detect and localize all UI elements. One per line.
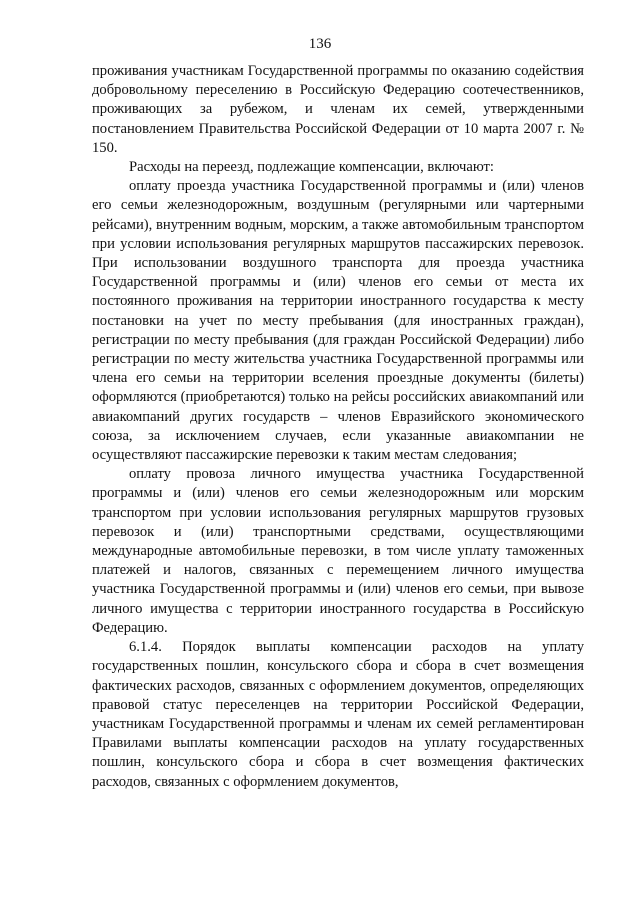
paragraph-expenses-intro: Расходы на переезд, подлежащие компенсации, включают: <box>129 159 494 176</box>
paragraph-travel-payment: оплату проезда участника Государственной программы и (или) членов его семьи железнодорожным, воздушным (регулярными или чартерными рейсами), внутренним водным, морским, а также автомобильным транспортом при условии использования регулярных маршрутов пассажирских перевозок. При использовании воздушного транспорта для проезда участника Государственной программы и (или) членов его семьи от места их постоянного проживания на территории иностранного государства к месту постановки на учет по месту пребывания (для иностранных граждан), регистрации по месту пребывания (для граждан Российской Федерации) либо регистрации по месту жительства участника Государственной программы или члена его семьи на территории вселения проездные документы (билеты) оформляются (приобретаются) только на рейсы российских авиакомпаний или авиакомпаний других государств – членов Евразийского экономического союза, за исключением случаев, если указанные авиакомпании не осуществляют пассажирские перевозки к таким местам следования; <box>92 178 584 464</box>
paragraph-section-6-1-4: 6.1.4. Порядок выплаты компенсации расходов на уплату государственных пошлин, консульского сбора и сбора в счет возмещения фактических расходов, связанных с оформлением документов, определяющих правовой статус переселенцев на территории Российской Федерации, участникам Государственной программы и членам их семей регламентирован Правилами выплаты компенсации расходов на уплату государственных пошлин, консульского сбора и сбора в счет возмещения фактических расходов, связанных с оформлением документов, <box>92 639 584 790</box>
paragraph-continuation: проживания участникам Государственной программы по оказанию содействия добровольному переселению в Российскую Федерацию соотечественников, проживающих за рубежом, и членам их семей, утвержденными постановлением Правительства Российской Федерации от 10 марта 2007 г. № 150. <box>92 63 584 156</box>
paragraph-property-transport: оплату провоза личного имущества участника Государственной программы и (или) членов его семьи железнодорожным или морским транспортом при условии использования регулярных маршрутов грузовых перевозок и (или) транспортными средствами, осуществляющими международные автомобильные перевозки, в том числе уплату таможенных платежей и налогов, связанных с перемещением личного имущества участника Государственной программы и (или) членов его семьи, при вывозе личного имущества с территории иностранного государства в Российскую Федерацию. <box>92 466 584 636</box>
document-body <box>92 62 584 792</box>
page-number: 136 <box>308 36 332 52</box>
